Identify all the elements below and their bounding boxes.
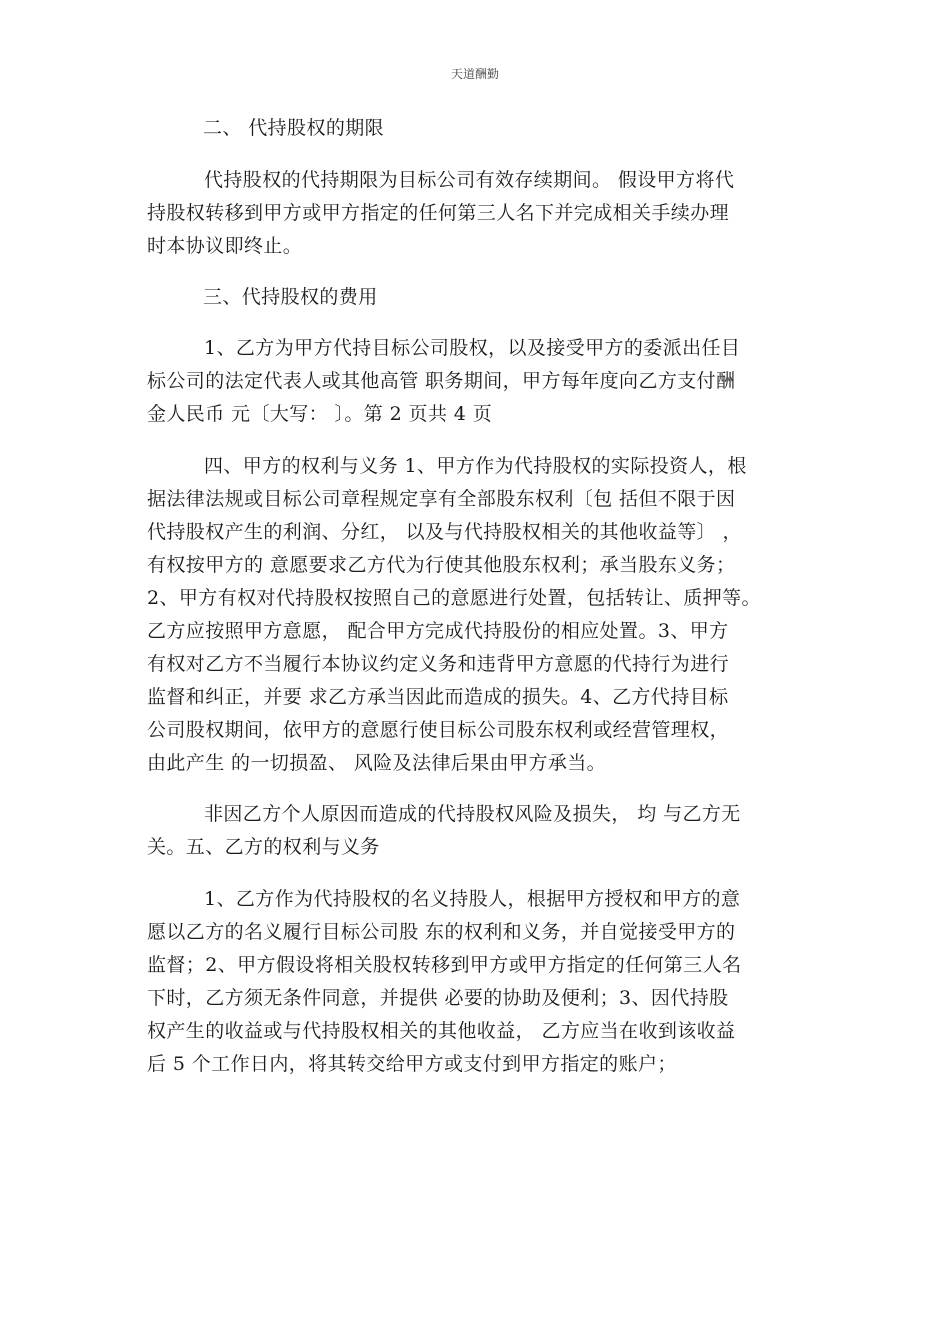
paragraph-party-b-rights — [147, 883, 827, 1081]
paragraph-disclaimer — [147, 798, 827, 864]
text-line: 后 5 个工作日内，将其转交给甲方或支付到甲方指定的账户； — [147, 1053, 677, 1075]
page-header — [0, 66, 950, 82]
header-text: 天道酬勤 — [450, 67, 499, 81]
text-line: 代持股权产生的利润、分红， 以及与代持股权相关的其他收益等〕 ， — [147, 521, 742, 543]
text-line: 公司股权期间，依甲方的意愿行使目标公司股东权利或经营管理权， — [147, 719, 730, 741]
text-line: 愿以乙方的名义履行目标公司股 东的权利和义务，并自觉接受甲方的 — [147, 921, 736, 943]
text-line: 监督；2、甲方假设将相关股权转移到甲方或甲方指定的任何第三人名 — [147, 954, 742, 976]
text-line: 时本协议即终止。 — [147, 235, 303, 257]
text-line: 下时，乙方须无条件同意，并提供 必要的协助及便利；3、因代持股 — [147, 987, 729, 1009]
text-line: 权产生的收益或与代持股权相关的其他收益， 乙方应当在收到该收益 — [147, 1020, 736, 1042]
section-heading-term — [147, 112, 827, 145]
document-body — [147, 112, 827, 1081]
text-line: 三、代持股权的费用 — [203, 286, 378, 308]
text-line: 有权对乙方不当履行本协议约定义务和违背甲方意愿的代持行为进行 — [147, 653, 730, 675]
text-line: 金人民币 元〔大写： 〕。第 2 页共 4 页 — [147, 403, 493, 425]
text-line: 二、 代持股权的期限 — [203, 117, 385, 139]
text-line: 乙方应按照甲方意愿， 配合甲方完成代持股份的相应处置。3、甲方 — [147, 620, 729, 642]
paragraph-term — [147, 164, 827, 263]
text-line: 据法律法规或目标公司章程规定享有全部股东权利〔包 括但不限于因 — [147, 488, 736, 510]
paragraph-fee — [147, 332, 827, 431]
text-line: 1、乙方为甲方代持目标公司股权，以及接受甲方的委派出任目 — [204, 337, 741, 359]
paragraph-party-a-rights — [147, 450, 827, 780]
text-line: 四、甲方的权利与义务 1、甲方作为代持股权的实际投资人，根 — [204, 455, 747, 477]
section-heading-fee — [147, 281, 827, 314]
text-line: 标公司的法定代表人或其他高管 职务期间，甲方每年度向乙方支付酬 — [147, 370, 736, 392]
text-line: 非因乙方个人原因而造成的代持股权风险及损失， 均 与乙方无 — [204, 803, 741, 825]
text-line: 监督和纠正，并要 求乙方承当因此而造成的损失。4、乙方代持目标 — [147, 686, 729, 708]
text-line: 代持股权的代持期限为目标公司有效存续期间。 假设甲方将代 — [204, 169, 735, 191]
text-line: 由此产生 的一切损盈、 风险及法律后果由甲方承当。 — [147, 752, 607, 774]
text-line: 关。五、乙方的权利与义务 — [147, 836, 380, 858]
text-line: 有权按甲方的 意愿要求乙方代为行使其他股东权利；承当股东义务； — [147, 554, 736, 576]
text-line: 1、乙方作为代持股权的名义持股人，根据甲方授权和甲方的意 — [204, 888, 741, 910]
text-line: 持股权转移到甲方或甲方指定的任何第三人名下并完成相关手续办理 — [147, 202, 730, 224]
text-line: 2、甲方有权对代持股权按照自己的意愿进行处置，包括转让、质押等。 — [147, 587, 761, 609]
